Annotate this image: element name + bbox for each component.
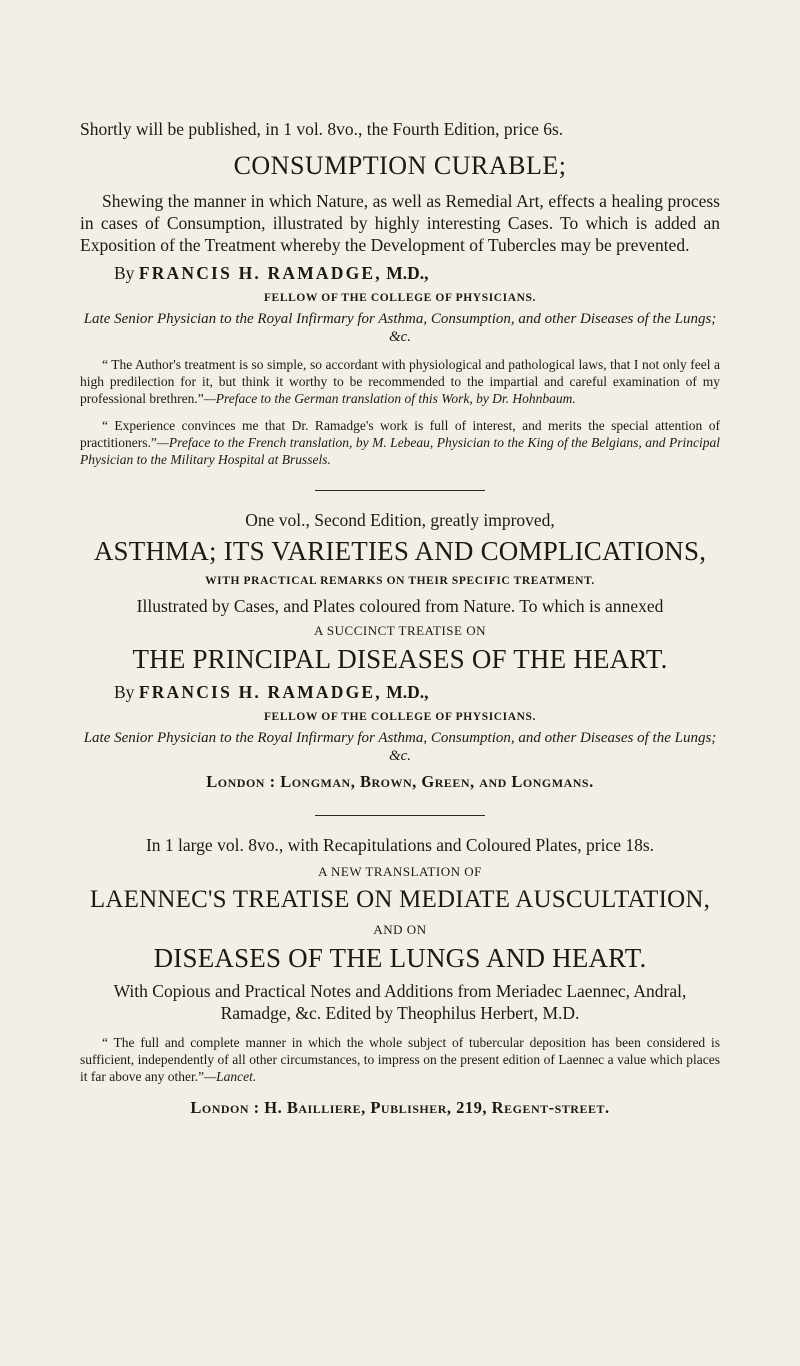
ad-asthma	[80, 509, 720, 793]
ad2-annexed: A SUCCINCT TREATISE ON	[314, 623, 486, 638]
ad1-author-prefix: By	[114, 263, 135, 283]
ad1-quote2-text: “ Experience convinces me that Dr. Ramadge's work is full of interest, and merits the special attention of practitioners.”	[80, 418, 720, 450]
ad1-quote1-source: —Preface to the German translation of this Work, by Dr. Hohnbaum.	[203, 391, 576, 406]
ad1-author-name: FRANCIS H. RAMADGE,	[138, 263, 382, 283]
advertisement-page	[80, 118, 720, 1119]
ad1-quote2	[80, 417, 720, 468]
ad3-tag: A NEW TRANSLATION OF	[318, 864, 482, 879]
ad-consumption-curable	[80, 118, 720, 468]
ad1-intro: Shortly will be published, in 1 vol. 8vo., the Fourth Edition, price 6s.	[80, 119, 564, 139]
divider-2	[315, 815, 485, 816]
ad2-publisher: London : Longman, Brown, Green, and Longmans.	[206, 772, 594, 791]
ad2-illustrated: Illustrated by Cases, and Plates coloured from Nature. To which is annexed	[136, 596, 664, 616]
ad1-quote2-source: —Preface to the French translation, by M. Lebeau, Physician to the King of the Belgians, and Principal Physician to the Military Hospital at Brussels.	[80, 435, 720, 467]
ad-laennec	[80, 834, 720, 1119]
ad3-intro: In 1 large vol. 8vo., with Recapitulations and Coloured Plates, price 18s.	[145, 835, 655, 855]
ad3-quote-text: “ The full and complete manner in which the whole subject of tubercular deposition has been considered is sufficient, independently of all other circumstances, to impress on the present edition of Laennec a value which places it far above any other.”	[80, 1035, 720, 1084]
ad3-title: LAENNEC'S TREATISE ON MEDIATE AUSCULTATION,	[89, 886, 711, 913]
ad2-subtitle: WITH PRACTICAL REMARKS ON THEIR SPECIFIC TREATMENT.	[205, 575, 595, 587]
ad2-title: ASTHMA; ITS VARIETIES AND COMPLICATIONS,	[93, 536, 707, 566]
ad3-quote	[80, 1034, 720, 1085]
ad2-author	[80, 681, 720, 703]
ad2-position: Late Senior Physician to the Royal Infirmary for Asthma, Consumption, and other Diseases of the Lungs; &c.	[83, 730, 717, 764]
ad1-title: CONSUMPTION CURABLE;	[233, 151, 567, 180]
ad2-author-prefix: By	[114, 682, 135, 702]
ad1-quote1	[80, 356, 720, 407]
ad1-author-degree: M.D.,	[386, 263, 429, 283]
ad1-author	[80, 262, 720, 284]
ad3-title2: DISEASES OF THE LUNGS AND HEART.	[153, 943, 647, 973]
ad1-quote1-text: “ The Author's treatment is so simple, so accordant with physiological and pathological laws, that I not only feel a high predilection for it, but think it worthy to be recommended to the impartial and careful examination of my professional brethren.”	[80, 357, 720, 406]
ad1-position: Late Senior Physician to the Royal Infirmary for Asthma, Consumption, and other Diseases of the Lungs; &c.	[83, 311, 717, 345]
ad3-publisher: London : H. Bailliere, Publisher, 219, Regent-street.	[190, 1098, 610, 1117]
ad3-notes: With Copious and Practical Notes and Additions from Meriadec Laennec, Andral, Ramadge, &c. Edited by Theophilus Herbert, M.D.	[113, 981, 687, 1023]
ad2-author-name: FRANCIS H. RAMADGE,	[138, 682, 382, 702]
ad2-intro: One vol., Second Edition, greatly improved,	[245, 510, 555, 530]
ad3-and-on: AND ON	[373, 922, 427, 937]
ad2-fellow: FELLOW OF THE COLLEGE OF PHYSICIANS.	[263, 711, 537, 723]
ad3-quote-source: —Lancet.	[204, 1069, 257, 1084]
ad1-description: Shewing the manner in which Nature, as well as Remedial Art, effects a healing process in cases of Consumption, illustrated by highly interesting Cases. To which is added an Exposition of the Treatment whereby the Development of Tubercles may be prevented.	[80, 191, 720, 255]
ad1-fellow: FELLOW OF THE COLLEGE OF PHYSICIANS.	[263, 292, 537, 304]
ad2-author-degree: M.D.,	[386, 682, 429, 702]
ad2-title2: THE PRINCIPAL DISEASES OF THE HEART.	[132, 644, 668, 674]
divider-1	[315, 490, 485, 491]
